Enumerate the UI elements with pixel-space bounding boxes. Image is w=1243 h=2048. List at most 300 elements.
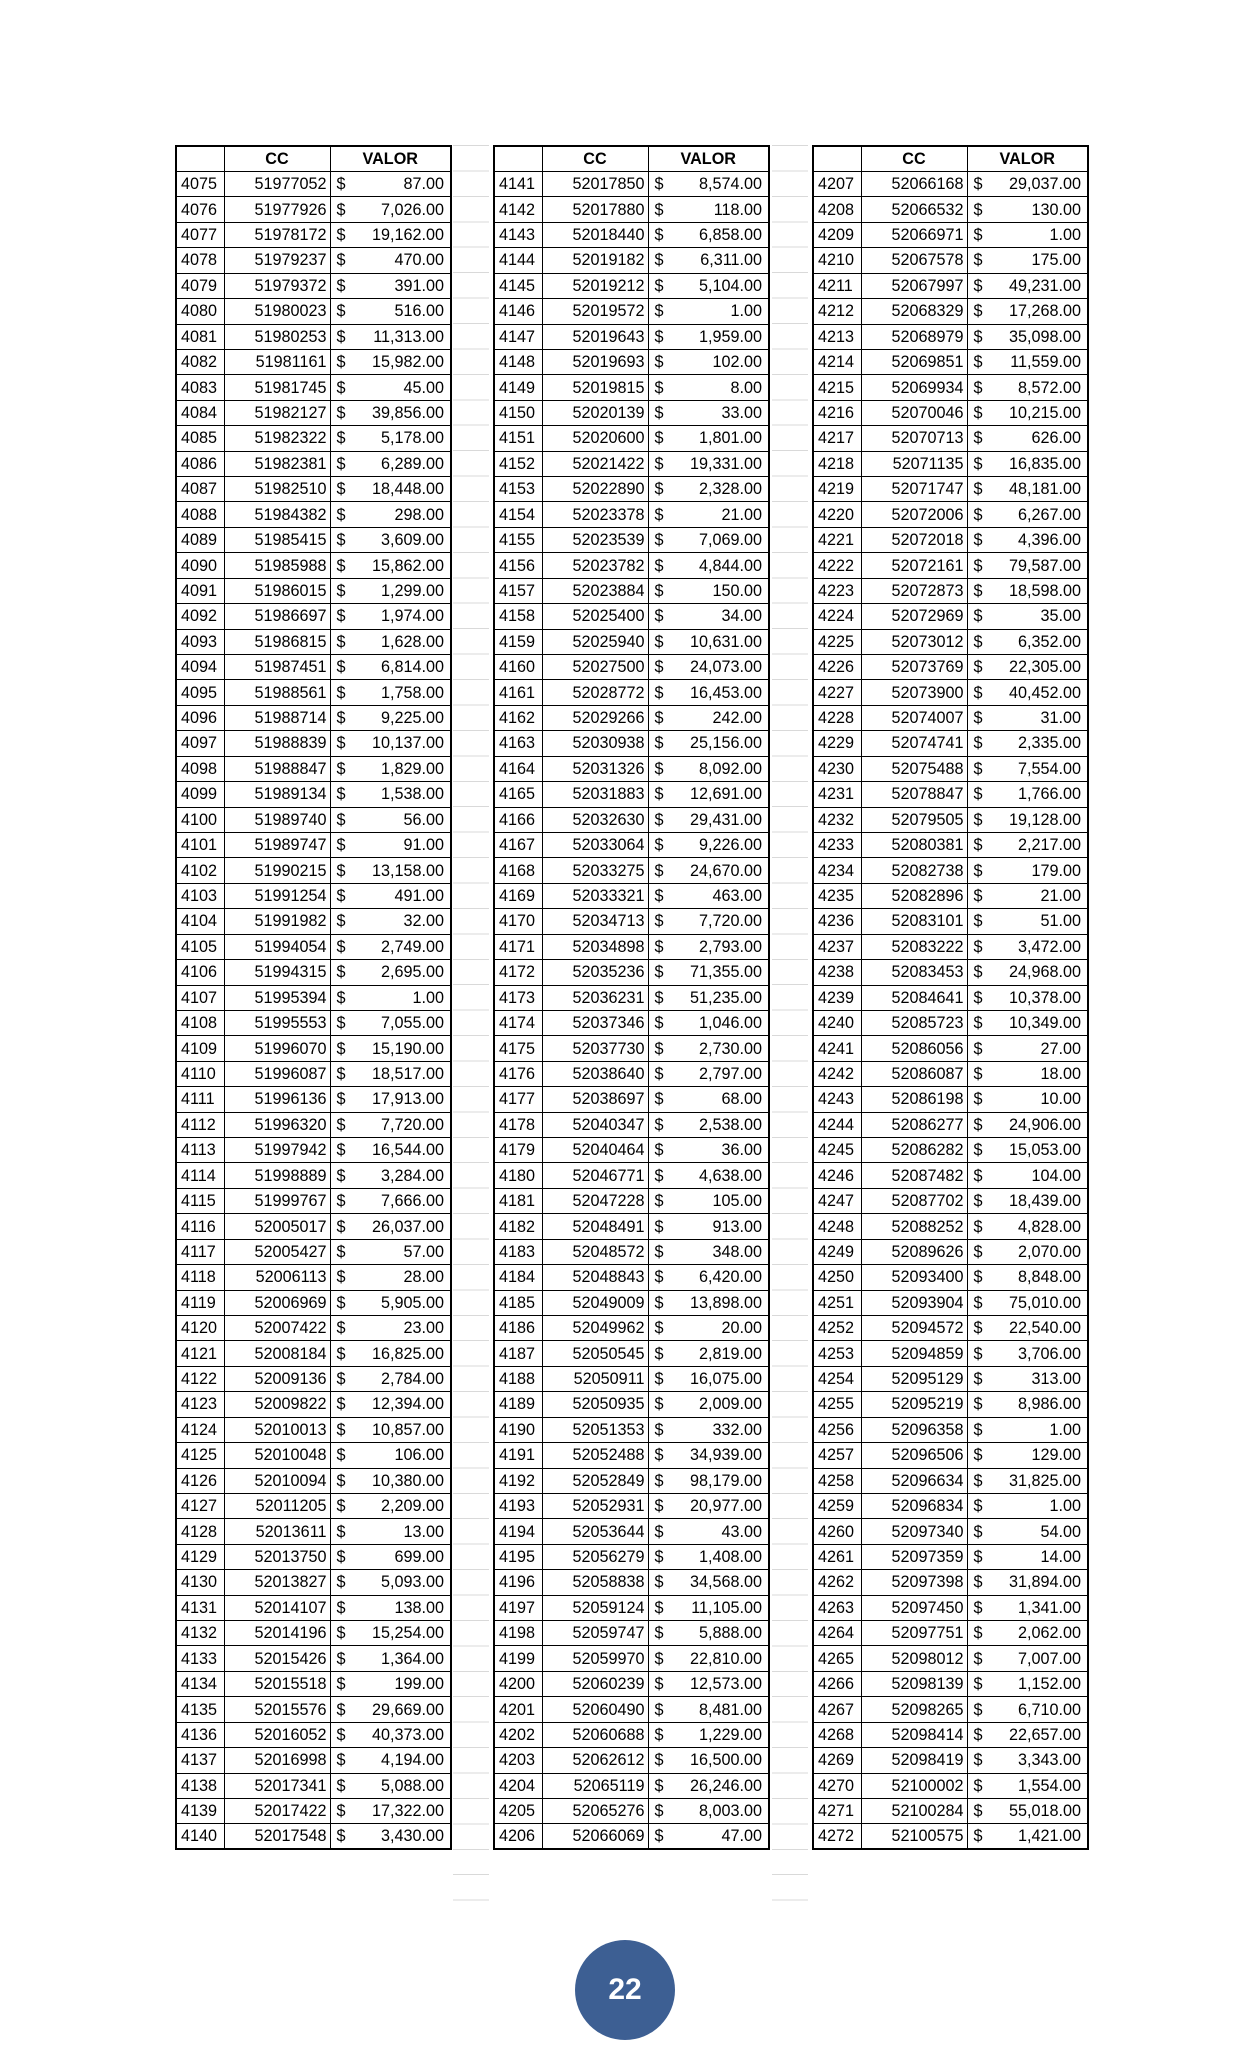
row-index: 4120 [176, 1315, 224, 1340]
table-row [176, 1697, 451, 1722]
valor-cell [330, 172, 451, 197]
valor-cell [648, 578, 769, 603]
currency-symbol: $ [654, 1319, 664, 1338]
valor-amount: 40,452.00 [1008, 683, 1081, 702]
row-index: 4208 [813, 197, 861, 222]
cc-cell: 52019693 [542, 349, 648, 374]
valor-amount: 7,720.00 [380, 1115, 444, 1134]
row-index: 4156 [494, 553, 542, 578]
cc-header: CC [542, 146, 648, 172]
currency-symbol: $ [654, 887, 664, 906]
table-row [176, 1824, 451, 1850]
row-index: 4093 [176, 629, 224, 654]
valor-cell [648, 934, 769, 959]
valor-amount: 1,829.00 [380, 759, 444, 778]
table-row [494, 1290, 769, 1315]
table-row [494, 324, 769, 349]
table-row [176, 1036, 451, 1061]
valor-amount: 1,801.00 [698, 429, 762, 448]
cc-cell: 52033321 [542, 883, 648, 908]
cc-cell: 51989134 [224, 782, 330, 807]
cc-cell: 52016052 [224, 1722, 330, 1747]
valor-amount: 7,069.00 [698, 531, 762, 550]
cc-cell: 52082738 [861, 858, 967, 883]
row-index: 4150 [494, 400, 542, 425]
valor-cell [967, 299, 1088, 324]
currency-symbol: $ [973, 200, 983, 219]
currency-symbol: $ [973, 251, 983, 270]
cc-cell: 52083101 [861, 909, 967, 934]
row-index: 4075 [176, 172, 224, 197]
cc-cell: 52085723 [861, 1010, 967, 1035]
valor-cell [648, 1799, 769, 1824]
cc-cell: 52048572 [542, 1239, 648, 1264]
table-row [176, 349, 451, 374]
table-row [494, 578, 769, 603]
valor-cell [967, 1697, 1088, 1722]
cc-cell: 52017341 [224, 1773, 330, 1798]
row-index: 4227 [813, 680, 861, 705]
table-row [176, 807, 451, 832]
valor-amount: 13,158.00 [371, 861, 444, 880]
row-index: 4130 [176, 1570, 224, 1595]
currency-symbol: $ [336, 1395, 346, 1414]
valor-amount: 29,669.00 [371, 1700, 444, 1719]
valor-cell [967, 960, 1088, 985]
table-row [176, 1646, 451, 1671]
cc-cell: 52096634 [861, 1468, 967, 1493]
cc-cell: 52031883 [542, 782, 648, 807]
valor-cell [648, 1061, 769, 1086]
currency-symbol: $ [654, 1649, 664, 1668]
currency-symbol: $ [336, 1624, 346, 1643]
currency-symbol: $ [336, 1827, 346, 1846]
valor-amount: 91.00 [403, 836, 444, 855]
valor-cell [967, 197, 1088, 222]
table-row [813, 1265, 1088, 1290]
row-index: 4101 [176, 832, 224, 857]
cc-cell: 52083222 [861, 934, 967, 959]
row-index: 4187 [494, 1341, 542, 1366]
valor-amount: 48,181.00 [1008, 480, 1081, 499]
valor-cell [330, 1112, 451, 1137]
row-index: 4157 [494, 578, 542, 603]
valor-amount: 9,225.00 [380, 709, 444, 728]
valor-cell [648, 375, 769, 400]
valor-amount: 35.00 [1040, 607, 1081, 626]
row-index: 4106 [176, 960, 224, 985]
row-index: 4167 [494, 832, 542, 857]
table-row [494, 502, 769, 527]
currency-symbol: $ [336, 658, 346, 677]
currency-symbol: $ [973, 1522, 983, 1541]
row-index: 4138 [176, 1773, 224, 1798]
cc-cell: 52049962 [542, 1315, 648, 1340]
valor-amount: 4,828.00 [1017, 1217, 1081, 1236]
currency-symbol: $ [654, 963, 664, 982]
valor-cell [648, 1824, 769, 1850]
currency-symbol: $ [654, 1675, 664, 1694]
valor-cell [648, 629, 769, 654]
cc-cell: 52046771 [542, 1163, 648, 1188]
table-row [176, 934, 451, 959]
valor-cell [648, 1290, 769, 1315]
row-index: 4261 [813, 1544, 861, 1569]
currency-symbol: $ [336, 1242, 346, 1261]
currency-symbol: $ [654, 912, 664, 931]
valor-cell [648, 477, 769, 502]
table-block-1 [175, 145, 452, 1850]
table-row [813, 324, 1088, 349]
currency-symbol: $ [654, 1776, 664, 1795]
cc-cell: 52023884 [542, 578, 648, 603]
valor-amount: 150.00 [712, 581, 762, 600]
currency-symbol: $ [336, 1064, 346, 1083]
cc-cell: 52058838 [542, 1570, 648, 1595]
valor-amount: 6,420.00 [698, 1268, 762, 1287]
row-index: 4220 [813, 502, 861, 527]
valor-cell [967, 1239, 1088, 1264]
valor-cell [648, 1722, 769, 1747]
table-row [176, 858, 451, 883]
cc-cell: 52038697 [542, 1087, 648, 1112]
currency-symbol: $ [973, 327, 983, 346]
table-row [813, 883, 1088, 908]
currency-symbol: $ [973, 505, 983, 524]
table-row [813, 502, 1088, 527]
cc-cell: 51982127 [224, 400, 330, 425]
table-row [813, 1621, 1088, 1646]
valor-cell [648, 349, 769, 374]
valor-cell [648, 299, 769, 324]
row-index: 4207 [813, 172, 861, 197]
currency-symbol: $ [654, 937, 664, 956]
row-index: 4147 [494, 324, 542, 349]
row-index: 4170 [494, 909, 542, 934]
table-row [494, 934, 769, 959]
currency-symbol: $ [336, 1115, 346, 1134]
currency-symbol: $ [654, 378, 664, 397]
row-index: 4091 [176, 578, 224, 603]
valor-cell [330, 1392, 451, 1417]
currency-symbol: $ [336, 709, 346, 728]
table-row [813, 1773, 1088, 1798]
valor-cell [330, 1570, 451, 1595]
table-row [813, 426, 1088, 451]
cc-cell: 52009136 [224, 1366, 330, 1391]
table-row [176, 1519, 451, 1544]
valor-amount: 2,209.00 [380, 1497, 444, 1516]
valor-cell [330, 1366, 451, 1391]
table-row [176, 527, 451, 552]
currency-symbol: $ [336, 1268, 346, 1287]
cc-cell: 51977926 [224, 197, 330, 222]
row-index: 4148 [494, 349, 542, 374]
valor-amount: 1,766.00 [1017, 785, 1081, 804]
row-index: 4231 [813, 782, 861, 807]
valor-amount: 9,226.00 [698, 836, 762, 855]
currency-symbol: $ [973, 1471, 983, 1490]
row-index: 4132 [176, 1621, 224, 1646]
cc-cell: 52086056 [861, 1036, 967, 1061]
valor-amount: 35,098.00 [1008, 327, 1081, 346]
row-index: 4113 [176, 1138, 224, 1163]
valor-cell [330, 1671, 451, 1696]
currency-symbol: $ [654, 1370, 664, 1389]
table-row [494, 1493, 769, 1518]
cc-cell: 52019643 [542, 324, 648, 349]
valor-cell [330, 1468, 451, 1493]
valor-amount: 34,568.00 [689, 1573, 762, 1592]
cc-cell: 52049009 [542, 1290, 648, 1315]
cc-cell: 52060239 [542, 1671, 648, 1696]
currency-symbol: $ [336, 683, 346, 702]
valor-amount: 19,331.00 [689, 454, 762, 473]
cc-cell: 51988839 [224, 731, 330, 756]
row-index: 4262 [813, 1570, 861, 1595]
currency-symbol: $ [973, 454, 983, 473]
row-index: 4098 [176, 756, 224, 781]
table-row [176, 705, 451, 730]
valor-cell [648, 1214, 769, 1239]
valor-cell [648, 197, 769, 222]
row-index: 4171 [494, 934, 542, 959]
valor-amount: 138.00 [394, 1598, 444, 1617]
table-row [494, 1621, 769, 1646]
valor-cell [648, 1417, 769, 1442]
currency-symbol: $ [654, 531, 664, 550]
row-index: 4126 [176, 1468, 224, 1493]
cc-cell: 52006113 [224, 1265, 330, 1290]
valor-amount: 175.00 [1031, 251, 1081, 270]
row-index: 4250 [813, 1265, 861, 1290]
row-index: 4191 [494, 1443, 542, 1468]
valor-cell [648, 680, 769, 705]
table-row [494, 1392, 769, 1417]
valor-cell [330, 1722, 451, 1747]
cc-cell: 52051353 [542, 1417, 648, 1442]
table-row [813, 248, 1088, 273]
valor-amount: 79,587.00 [1008, 556, 1081, 575]
row-index: 4196 [494, 1570, 542, 1595]
valor-cell [330, 1443, 451, 1468]
valor-cell [967, 1010, 1088, 1035]
table-block-3 [812, 145, 1089, 1850]
valor-amount: 2,335.00 [1017, 734, 1081, 753]
currency-symbol: $ [654, 1751, 664, 1770]
valor-amount: 1,229.00 [698, 1725, 762, 1744]
currency-symbol: $ [654, 1242, 664, 1261]
row-index: 4168 [494, 858, 542, 883]
table-row [494, 1138, 769, 1163]
table-row [813, 1748, 1088, 1773]
table-row [813, 1570, 1088, 1595]
cc-cell: 52066069 [542, 1824, 648, 1850]
valor-amount: 20,977.00 [689, 1497, 762, 1516]
cc-cell: 51986815 [224, 629, 330, 654]
row-index: 4214 [813, 349, 861, 374]
table-row [813, 197, 1088, 222]
table-row [494, 1544, 769, 1569]
table-row [494, 222, 769, 247]
valor-amount: 10,857.00 [371, 1420, 444, 1439]
table-row [813, 222, 1088, 247]
table-row [813, 578, 1088, 603]
table-row [813, 756, 1088, 781]
currency-symbol: $ [654, 302, 664, 321]
valor-amount: 7,007.00 [1017, 1649, 1081, 1668]
valor-amount: 18,598.00 [1008, 581, 1081, 600]
currency-symbol: $ [973, 1675, 983, 1694]
table-row [494, 349, 769, 374]
currency-symbol: $ [654, 1293, 664, 1312]
table-row [813, 1138, 1088, 1163]
currency-symbol: $ [336, 1725, 346, 1744]
row-index: 4115 [176, 1188, 224, 1213]
cc-cell: 52033275 [542, 858, 648, 883]
valor-cell [967, 172, 1088, 197]
currency-symbol: $ [654, 200, 664, 219]
currency-symbol: $ [973, 1192, 983, 1211]
row-index: 4257 [813, 1443, 861, 1468]
row-index: 4099 [176, 782, 224, 807]
valor-cell [330, 1214, 451, 1239]
currency-symbol: $ [973, 1014, 983, 1033]
cc-cell: 52053644 [542, 1519, 648, 1544]
valor-cell [967, 680, 1088, 705]
row-index: 4183 [494, 1239, 542, 1264]
table-row [176, 553, 451, 578]
row-index: 4267 [813, 1697, 861, 1722]
cc-cell: 52010048 [224, 1443, 330, 1468]
row-index: 4254 [813, 1366, 861, 1391]
valor-cell [967, 1773, 1088, 1798]
table-row [813, 349, 1088, 374]
cc-cell: 52038640 [542, 1061, 648, 1086]
valor-cell [967, 1087, 1088, 1112]
valor-cell [967, 1621, 1088, 1646]
valor-cell [330, 1544, 451, 1569]
valor-amount: 1,758.00 [380, 683, 444, 702]
page-number-badge: 22 [575, 1940, 675, 2040]
valor-cell [967, 1544, 1088, 1569]
valor-cell [330, 324, 451, 349]
currency-symbol: $ [973, 607, 983, 626]
valor-cell [648, 1010, 769, 1035]
currency-symbol: $ [654, 759, 664, 778]
currency-symbol: $ [336, 1446, 346, 1465]
table-row [176, 273, 451, 298]
table-row [494, 1061, 769, 1086]
row-index: 4163 [494, 731, 542, 756]
table-row [176, 782, 451, 807]
valor-amount: 22,657.00 [1008, 1725, 1081, 1744]
row-index: 4198 [494, 1621, 542, 1646]
cc-cell: 52079505 [861, 807, 967, 832]
valor-amount: 7,026.00 [380, 200, 444, 219]
row-index: 4151 [494, 426, 542, 451]
valor-cell [648, 222, 769, 247]
cc-cell: 52078847 [861, 782, 967, 807]
valor-amount: 23.00 [403, 1319, 444, 1338]
currency-symbol: $ [336, 276, 346, 295]
cc-cell: 51986697 [224, 604, 330, 629]
row-index: 4263 [813, 1595, 861, 1620]
valor-amount: 24,906.00 [1008, 1115, 1081, 1134]
valor-cell [330, 1188, 451, 1213]
cc-cell: 52097398 [861, 1570, 967, 1595]
cc-cell: 52100002 [861, 1773, 967, 1798]
valor-amount: 1.00 [1049, 1497, 1081, 1516]
cc-cell: 51981161 [224, 349, 330, 374]
valor-cell [648, 1239, 769, 1264]
cc-cell: 52052488 [542, 1443, 648, 1468]
valor-amount: 15,254.00 [371, 1624, 444, 1643]
currency-symbol: $ [973, 759, 983, 778]
valor-amount: 7,720.00 [698, 912, 762, 931]
valor-amount: 12,394.00 [371, 1395, 444, 1414]
table-row [494, 1748, 769, 1773]
valor-cell [648, 1366, 769, 1391]
valor-cell [330, 782, 451, 807]
valor-amount: 33.00 [721, 404, 762, 422]
row-index: 4255 [813, 1392, 861, 1417]
valor-cell [330, 1646, 451, 1671]
valor-amount: 22,540.00 [1008, 1319, 1081, 1338]
currency-symbol: $ [973, 1268, 983, 1287]
currency-symbol: $ [973, 581, 983, 600]
valor-cell [967, 705, 1088, 730]
row-index: 4206 [494, 1824, 542, 1850]
valor-cell [967, 832, 1088, 857]
row-index: 4193 [494, 1493, 542, 1518]
valor-amount: 699.00 [394, 1547, 444, 1566]
valor-amount: 13,898.00 [689, 1293, 762, 1312]
currency-symbol: $ [336, 1420, 346, 1439]
valor-amount: 7,554.00 [1017, 759, 1081, 778]
currency-symbol: $ [654, 1497, 664, 1516]
valor-amount: 21.00 [721, 505, 762, 524]
row-index: 4149 [494, 375, 542, 400]
valor-cell [330, 1315, 451, 1340]
table-row [494, 731, 769, 756]
currency-symbol: $ [654, 734, 664, 753]
cc-cell: 52089626 [861, 1239, 967, 1264]
valor-cell [967, 1417, 1088, 1442]
row-index: 4218 [813, 451, 861, 476]
cc-cell: 52096506 [861, 1443, 967, 1468]
row-index: 4242 [813, 1061, 861, 1086]
cc-cell: 52050935 [542, 1392, 648, 1417]
cc-cell: 52023782 [542, 553, 648, 578]
valor-amount: 11,313.00 [373, 327, 444, 346]
valor-cell [330, 858, 451, 883]
currency-symbol: $ [973, 404, 983, 422]
currency-symbol: $ [973, 734, 983, 753]
table-row [176, 400, 451, 425]
valor-cell [648, 1519, 769, 1544]
currency-symbol: $ [973, 709, 983, 728]
valor-amount: 5,888.00 [698, 1624, 762, 1643]
valor-amount: 2,217.00 [1017, 836, 1081, 855]
table-row [176, 248, 451, 273]
valor-amount: 102.00 [712, 353, 762, 372]
cc-cell: 52072969 [861, 604, 967, 629]
row-index: 4241 [813, 1036, 861, 1061]
table-row [176, 655, 451, 680]
valor-cell [967, 1570, 1088, 1595]
valor-cell [967, 1493, 1088, 1518]
